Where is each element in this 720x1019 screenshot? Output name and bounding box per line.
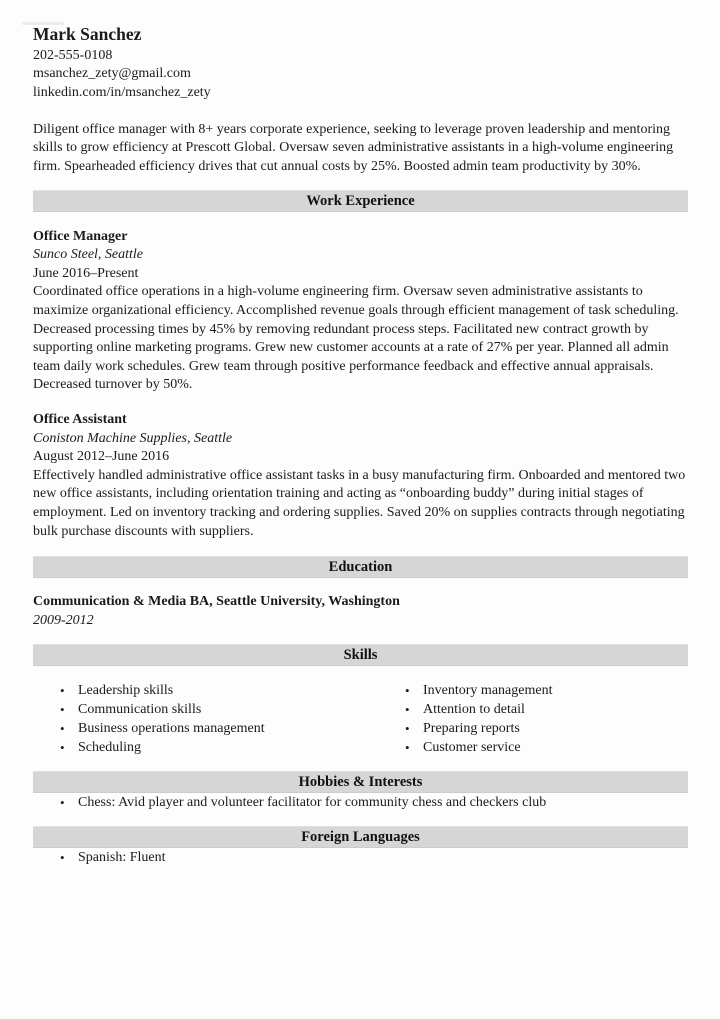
skill-item: • Leadership skills bbox=[60, 681, 378, 700]
section-header-foreign-languages: Foreign Languages bbox=[33, 826, 688, 848]
skills-column-right bbox=[378, 681, 688, 757]
job-entry-office-manager bbox=[33, 228, 688, 395]
contact-phone: 202-555-0108 bbox=[33, 48, 113, 63]
person-name: Mark Sanchez bbox=[33, 24, 142, 44]
education-dates: 2009-2012 bbox=[33, 612, 94, 628]
languages-list bbox=[60, 848, 688, 867]
skills-columns bbox=[33, 681, 688, 757]
job-dates: June 2016–Present bbox=[33, 265, 139, 281]
job-company: Sunco Steel, Seattle bbox=[33, 247, 144, 263]
section-header-work-experience: Work Experience bbox=[33, 190, 688, 212]
job-title: Office Manager bbox=[33, 228, 128, 244]
job-description: Effectively handled administrative office assistant tasks in a busy manufacturing firm. Onboarded and mentored two new office assistants, including orientation training and acting as “onboarding buddy” during initial stages of employment. Led on inventory tracking and ordering supplies. Saved 20% on supplies contracts through negotiating bulk purchase discounts with suppliers. bbox=[33, 467, 686, 539]
skill-item: • Attention to detail bbox=[405, 700, 688, 719]
skills-column-left bbox=[33, 681, 378, 757]
contact-email: msanchez_zety@gmail.com bbox=[33, 66, 191, 82]
skill-item: • Communication skills bbox=[60, 700, 378, 719]
job-title: Office Assistant bbox=[33, 412, 127, 428]
language-item: • Spanish: Fluent bbox=[60, 848, 688, 867]
contact-linkedin: linkedin.com/in/msanchez_zety bbox=[33, 84, 211, 100]
job-dates: August 2012–June 2016 bbox=[33, 449, 170, 465]
education-entry bbox=[33, 593, 688, 630]
job-company: Coniston Machine Supplies, Seattle bbox=[33, 430, 233, 446]
hobbies-list bbox=[60, 793, 688, 812]
skill-item: • Preparing reports bbox=[405, 719, 688, 738]
section-header-hobbies: Hobbies & Interests bbox=[33, 771, 688, 793]
summary-paragraph: Diligent office manager with 8+ years corporate experience, seeking to leverage proven leadership and mentoring skills to grow efficiency at Prescott Global. Oversaw seven administrative assistants in a high-volume engineering firm. Spearheaded efficiency drives that cut annual costs by 25%. Boosted admin team productivity by 30%. bbox=[33, 121, 674, 175]
skill-item: • Customer service bbox=[405, 738, 688, 757]
section-header-skills: Skills bbox=[33, 644, 688, 666]
section-header-education: Education bbox=[33, 556, 688, 578]
hobby-item: • Chess: Avid player and volunteer facilitator for community chess and checkers club bbox=[60, 793, 688, 812]
skill-item: • Scheduling bbox=[60, 738, 378, 757]
skill-item: • Business operations management bbox=[60, 719, 378, 738]
job-entry-office-assistant bbox=[33, 411, 688, 541]
job-description: Coordinated office operations in a high-volume engineering firm. Oversaw seven administrative assistants to maximize organizational efficiency. Accomplished revenue goals through efficient management of task scheduling. Decreased processing times by 45% by removing redundant process steps. Facilitated new contract growth by supporting online marketing programs. Grew new customer accounts at a rate of 27% per year. Planned all admin team daily work schedules. Grew team through positive performance feedback and effective annual appraisals. Decreased turnover by 50%. bbox=[33, 284, 679, 393]
skill-item: • Inventory management bbox=[405, 681, 688, 700]
education-degree: Communication & Media BA, Seattle University, Washington bbox=[33, 594, 400, 610]
